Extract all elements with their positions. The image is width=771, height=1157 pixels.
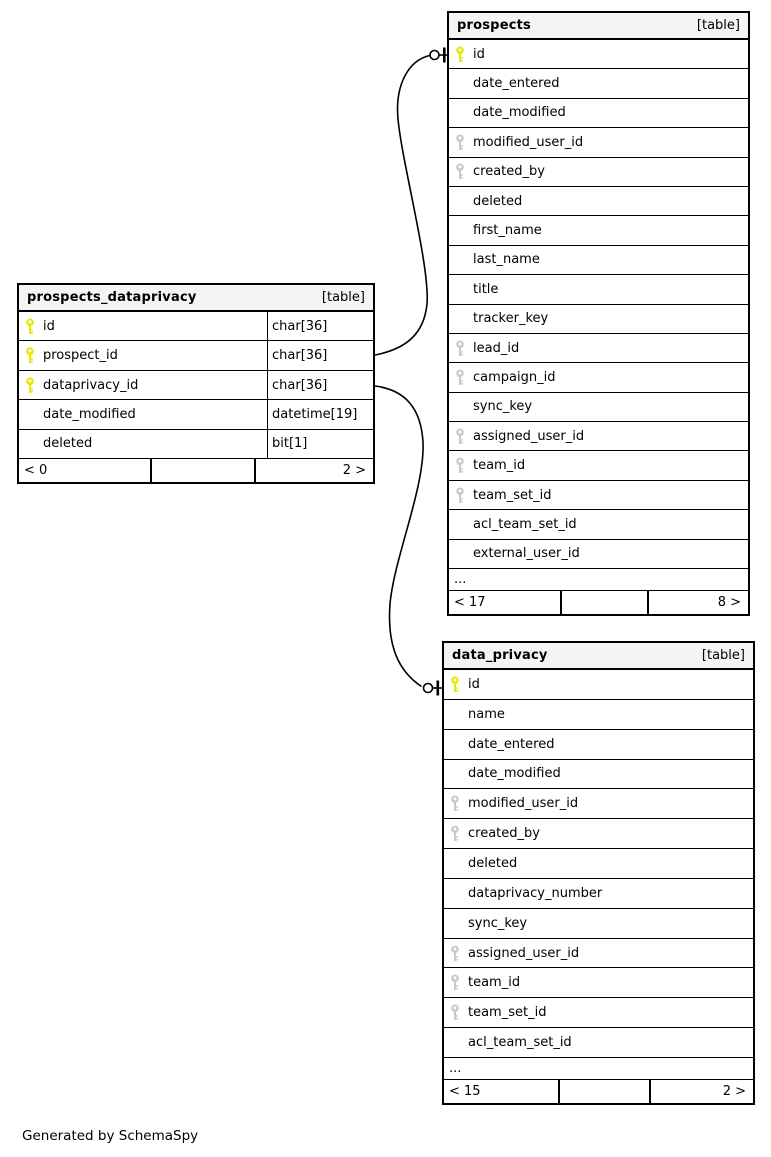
column-name: sync_key [468,915,528,931]
column-type: datetime[19] [267,400,373,428]
footer-middle-cell [150,459,256,482]
primary-key-icon [19,347,43,364]
zero-cardinality-circle [424,684,433,693]
column-row-first_name [449,216,748,245]
column-name: name [468,706,505,722]
table-type-badge: [table] [321,290,365,305]
column-type: char[36] [267,341,373,369]
column-name: team_set_id [468,1005,547,1021]
column-row-sync_key [444,909,753,939]
relationship-prospect-id [375,48,447,356]
column-name: deleted [468,855,518,871]
table-title[interactable]: prospects [457,18,531,33]
foreign-key-icon [449,428,473,445]
column-name: id [43,318,55,334]
foreign-key-icon [449,340,473,357]
column-row-modified_user_id [444,789,753,819]
column-name: lead_id [473,340,520,356]
table-prospects[interactable] [447,11,750,616]
column-name: date_entered [473,76,560,92]
column-row-deleted [449,187,748,216]
primary-key-icon [444,676,468,693]
column-name: first_name [473,223,542,239]
foreign-key-icon [444,825,468,842]
primary-key-icon [449,46,473,63]
foreign-key-icon [449,487,473,504]
column-row-team_id [444,968,753,998]
column-name: date_modified [473,105,566,121]
column-row-date_modified [444,760,753,790]
column-row-campaign_id [449,363,748,392]
foreign-key-icon [444,1004,468,1021]
column-name: acl_team_set_id [473,516,577,532]
column-name: last_name [473,252,540,268]
footer-middle-cell [560,591,650,614]
column-type: char[36] [267,312,373,340]
column-row-last_name [449,246,748,275]
table-prospects-dataprivacy[interactable] [17,283,375,484]
table-data-privacy[interactable] [442,641,755,1105]
column-name: sync_key [473,399,533,415]
table-columns [449,40,748,591]
foreign-key-icon [444,795,468,812]
column-row-dataprivacy_id [19,371,373,400]
primary-key-icon [19,318,43,335]
column-row-name [444,700,753,730]
column-name: modified_user_id [468,796,579,812]
column-row-acl_team_set_id [444,1028,753,1058]
column-name: dataprivacy_number [468,885,603,901]
column-name: deleted [43,436,93,452]
table-columns [444,670,753,1080]
foreign-key-icon [444,945,468,962]
table-type-badge: [table] [696,18,740,33]
column-row-assigned_user_id [449,422,748,451]
column-row-external_user_id [449,540,748,569]
foreign-key-icon [449,134,473,151]
column-row-id [449,40,748,69]
column-row-modified_user_id [449,128,748,157]
column-row-prospect_id [19,341,373,370]
column-name: deleted [473,193,523,209]
table-header [444,643,753,670]
column-row-title [449,275,748,304]
column-name: acl_team_set_id [468,1035,572,1051]
column-name: prospect_id [43,348,118,364]
column-row-date_modified [449,99,748,128]
footer-children-count: 8 > [717,595,741,610]
zero-cardinality-circle [430,51,439,60]
footer-parents-count: < 15 [449,1084,481,1099]
column-row-team_set_id [449,481,748,510]
column-name: team_id [473,458,526,474]
column-row-dataprivacy_number [444,879,753,909]
column-name: external_user_id [473,546,580,562]
column-name: created_by [473,164,545,180]
column-name: id [468,676,480,692]
table-header [449,13,748,40]
table-footer [19,459,373,482]
column-name: assigned_user_id [468,945,580,961]
column-row-created_by [449,158,748,187]
table-type-badge: [table] [701,648,745,663]
column-name: assigned_user_id [473,428,585,444]
column-row-date_modified [19,400,373,429]
column-name: campaign_id [473,369,556,385]
column-row-date_entered [444,730,753,760]
foreign-key-icon [449,369,473,386]
column-row-deleted [444,849,753,879]
column-row-id [19,312,373,341]
table-columns [19,312,373,459]
column-name: team_id [468,975,521,991]
column-type: bit[1] [267,430,373,458]
primary-key-icon [19,377,43,394]
footer-middle-cell [558,1080,651,1103]
column-name: modified_user_id [473,134,584,150]
column-row-team_set_id [444,998,753,1028]
column-row-id [444,670,753,700]
column-name: tracker_key [473,311,549,327]
foreign-key-icon [449,457,473,474]
table-footer [444,1080,753,1103]
table-footer [449,591,748,614]
column-row-date_entered [449,69,748,98]
column-row-tracker_key [449,305,748,334]
more-columns-ellipsis: ... [444,1058,753,1080]
column-name: team_set_id [473,487,552,503]
column-name: date_modified [468,766,561,782]
column-row-deleted [19,430,373,459]
generated-by-note: Generated by SchemaSpy [22,1128,199,1144]
column-row-created_by [444,819,753,849]
column-name: date_modified [43,406,136,422]
column-name: created_by [468,826,540,842]
column-name: title [473,281,499,297]
column-row-team_id [449,451,748,480]
more-columns-ellipsis: ... [449,569,748,591]
column-row-assigned_user_id [444,939,753,969]
column-row-lead_id [449,334,748,363]
column-name: date_entered [468,736,555,752]
column-row-acl_team_set_id [449,510,748,539]
column-name: id [473,46,485,62]
footer-parents-count: < 0 [24,463,48,478]
footer-parents-count: < 17 [454,595,486,610]
column-name: dataprivacy_id [43,377,139,393]
footer-children-count: 2 > [342,463,366,478]
foreign-key-icon [444,974,468,991]
table-title[interactable]: data_privacy [452,648,548,663]
footer-children-count: 2 > [722,1084,746,1099]
relationship-dataprivacy-id [375,386,442,696]
column-row-sync_key [449,393,748,422]
foreign-key-icon [449,163,473,180]
table-title[interactable]: prospects_dataprivacy [27,290,197,305]
column-type: char[36] [267,371,373,399]
table-header [19,285,373,312]
